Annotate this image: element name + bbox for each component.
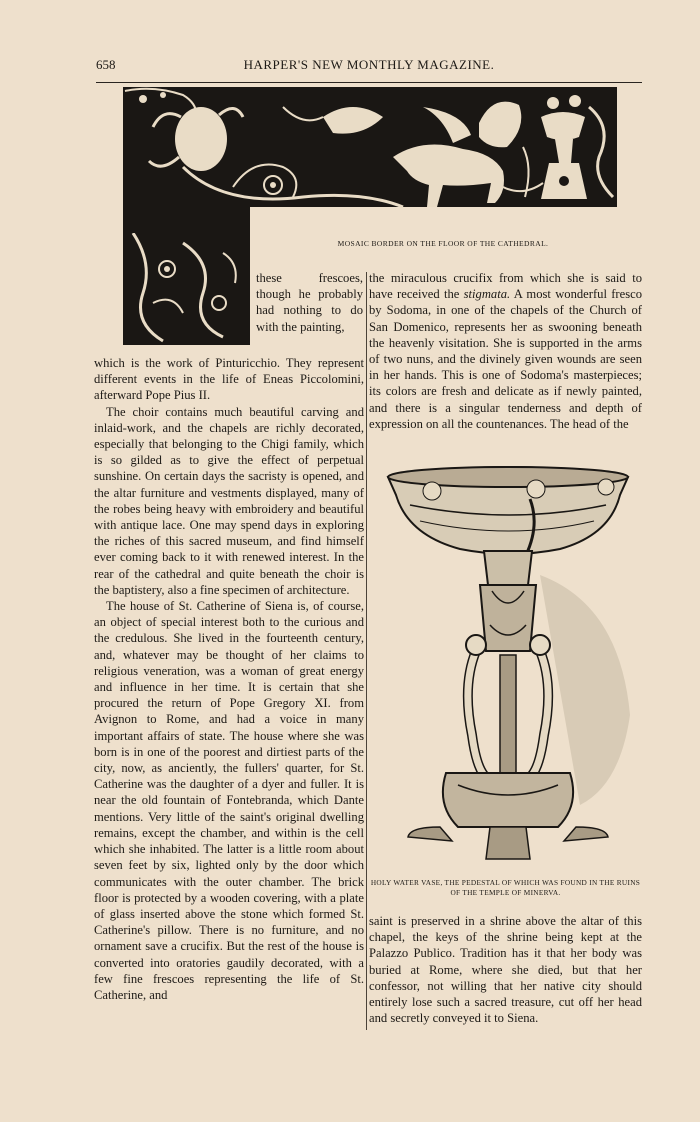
left-column [94, 355, 364, 1003]
mosaic-border-illustration [123, 87, 617, 235]
page-number: 658 [96, 57, 116, 72]
mosaic-caption: MOSAIC BORDER ON THE FLOOR OF THE CATHEDRAL. [337, 239, 549, 248]
paragraph: which is the work of Pinturicchio. They represent different events in the life of Eneas Piccolomini, afterward Pope Pius II. [94, 356, 364, 403]
right-column-bottom [369, 913, 642, 1026]
italic-text: stigmata. [463, 287, 511, 302]
header-rule [96, 82, 642, 83]
text-run: the miraculous crucifix from which she is said to have received the [369, 271, 642, 302]
paragraph: saint is preserved in a shrine above the altar of this chapel, the keys of the shrine being kept at the Palazzo Publico. Tradition has it that her body was buried at Rome, where she died, but that her confessor, not willing that her native city should entirely lose such a sacred treasure, cut off her head and secretly conveyed it to Siena. [369, 914, 642, 1026]
mosaic-border-left-panel [123, 233, 250, 345]
vase-caption: HOLY WATER VASE, THE PEDESTAL OF WHICH WAS FOUND IN THE RUINS OF THE TEMPLE OF MINERVA. [370, 878, 641, 897]
text-run: A most wonderful fresco by Sodoma, in one of the chapels of the Church of San Domenico, represents her as swooning beneath the heavenly visitation. She is supported in the arms of two nuns, and the divinely given wounds are seen in her hands. This is one of Sodoma's masterpieces; its colors are fresh and delicate as if newly painted, and there is a singular tenderness and depth of expression on all the countenances. The head of the [369, 287, 642, 431]
holy-water-vase-illustration [380, 455, 640, 870]
paragraph [369, 270, 642, 432]
running-title: HARPER'S NEW MONTHLY MAGAZINE. [243, 57, 495, 72]
page-header [96, 57, 642, 81]
paragraph: The house of St. Catherine of Siena is, of course, an object of special interest both to the curious and the credulous. She lived in the fourteenth century, and, whatever may be thought of her claims to religious veneration, was a woman of great energy and influence in her time. It is certain that she procured the return of Pope Gregory XI. from Avignon to Rome, and had a voice in many important affairs of state. The house where she was born is in one of the poorest and dirtiest parts of the city, now, as anciently, the fullers' quarter, for St. Catherine was the daughter of a dyer and fuller. It is near the old fountain of Fontebranda, which Dante mentions. Very little of the saint's original dwelling remains, except the chamber, and within is the cell which she inhabited. The latter is a little room about seven feet by six, lighted only by the door which communicates with the outer chamber. The brick floor is protected by a wooden covering, with a plate of glass inserted above the stone which formed St. Catherine's pillow. There is no furniture, and no ornament save a crucifix. But the rest of the house is converted into oratories gaudily decorated, with a few fine frescoes representing the life of St. Catherine, and [94, 599, 364, 1002]
right-column-top [369, 270, 642, 432]
paragraph: these frescoes, though he probably had nothing to do with the painting, [256, 271, 363, 334]
column-rule [366, 272, 367, 1030]
paragraph: The choir contains much beautiful carving and inlaid-work, and the chapels are richly decorated, especially that belonging to the Chigi family, which is so gilded as to give the effect of perpetual sunshine. On certain days the sacristy is opened, and the altar furniture and vestments displayed, many of the robes being heavy with embroidery and beautiful with antique lace. One may spend days in exploring the riches of this sacred museum, and find himself ever coming back to it with renewed interest. In the rear of the cathedral and quite beneath the choir is the baptistery, also a fine specimen of architecture. [94, 404, 364, 597]
narrow-text-block [256, 270, 363, 335]
